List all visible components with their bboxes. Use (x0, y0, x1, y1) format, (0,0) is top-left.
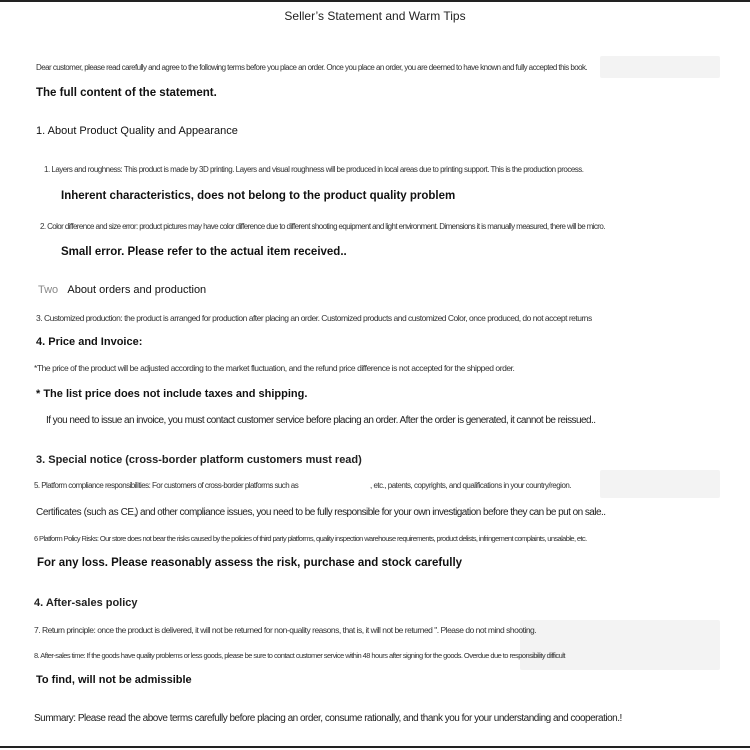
section-1-item-1-continued: Inherent characteristics, does not belong to the product quality problem (61, 190, 456, 202)
section-1-item-2: 2. Color difference and size error: product pictures may have color difference due to different shooting equipment and light environment. Dimensions it is manually measured, there will be micro. (40, 222, 605, 231)
full-content-label: The full content of the statement. (36, 87, 217, 99)
top-border (0, 0, 750, 2)
after-sales-continued: To find, will not be admissible (36, 674, 192, 686)
section-1-item-2-continued: Small error. Please refer to the actual item received.. (61, 246, 347, 258)
platform-policy-item-6: 6 Platform Policy Risks: Our store does not bear the risks caused by the policies of third party platforms, quality inspection warehouse requirements, product delists, infringement complaints, unsalable, etc. (34, 534, 587, 543)
section-2-prefix: Two (38, 284, 59, 296)
section-1-item-1: 1. Layers and roughness: This product is made by 3D printing. Layers and visual roughness will be produced in local areas due to printing support. This is the production process. (44, 165, 584, 174)
section-2-heading (38, 284, 206, 296)
faded-background-block (600, 56, 720, 78)
faded-background-block (600, 470, 720, 498)
section-1-heading: 1. About Product Quality and Appearance (36, 125, 238, 137)
compliance-item-5-start: 5. Platform compliance responsibilities: For customers of cross-border platforms such as (34, 481, 299, 490)
after-sales-time-item-8: 8. After-sales time: If the goods have quality problems or less goods, please be sure to contact customer service within 48 hours after signing for the goods. Overdue due to responsibility difficult (34, 651, 565, 660)
certificates-note-start: Certificates (such as CE, (36, 507, 137, 518)
price-invoice-heading: 4. Price and Invoice: (36, 336, 143, 348)
after-sales-heading: 4. After-sales policy (34, 597, 138, 609)
intro-text: Dear customer, please read carefully and agree to the following terms before you place an order. Once you place an order, you are deemed to have known and fully accepted this book. (36, 63, 588, 72)
bottom-border (0, 746, 750, 748)
section-2-title: About orders and production (67, 284, 207, 296)
section-3-heading: 3. Special notice (cross-border platform customers must read) (36, 454, 362, 466)
compliance-item-5-end: , etc., patents, copyrights, and qualifications in your country/region. (370, 481, 572, 490)
faded-background-block (520, 620, 720, 670)
statement-title: Seller’s Statement and Warm Tips (284, 9, 466, 23)
summary-text: Summary: Please read the above terms carefully before placing an order, consume rationally, and thank you for your understanding and cooperation.! (34, 713, 622, 724)
invoice-note: If you need to issue an invoice, you must contact customer service before placing an order. After the order is generated, it cannot be reissued.. (46, 415, 596, 426)
price-adjustment-note: *The price of the product will be adjusted according to the market fluctuation, and the refund price difference is not accepted for the shipped order. (34, 363, 515, 373)
section-2-item-3: 3. Customized production: the product is arranged for production after placing an order. Customized products and customized Color, once produced, do not accept returns (36, 313, 592, 323)
return-principle-item-7: 7. Return principle: once the product is delivered, it will not be returned for non-quality reasons, that is, it will not be returned ". Please do not mind shooting. (34, 625, 537, 635)
certificates-note-end: ) and other compliance issues, you need to be fully responsible for your own investigation before they can be put on sale.. (135, 507, 606, 518)
tax-shipping-note: * The list price does not include taxes and shipping. (36, 388, 308, 400)
platform-policy-continued: For any loss. Please reasonably assess the risk, purchase and stock carefully (37, 557, 463, 569)
